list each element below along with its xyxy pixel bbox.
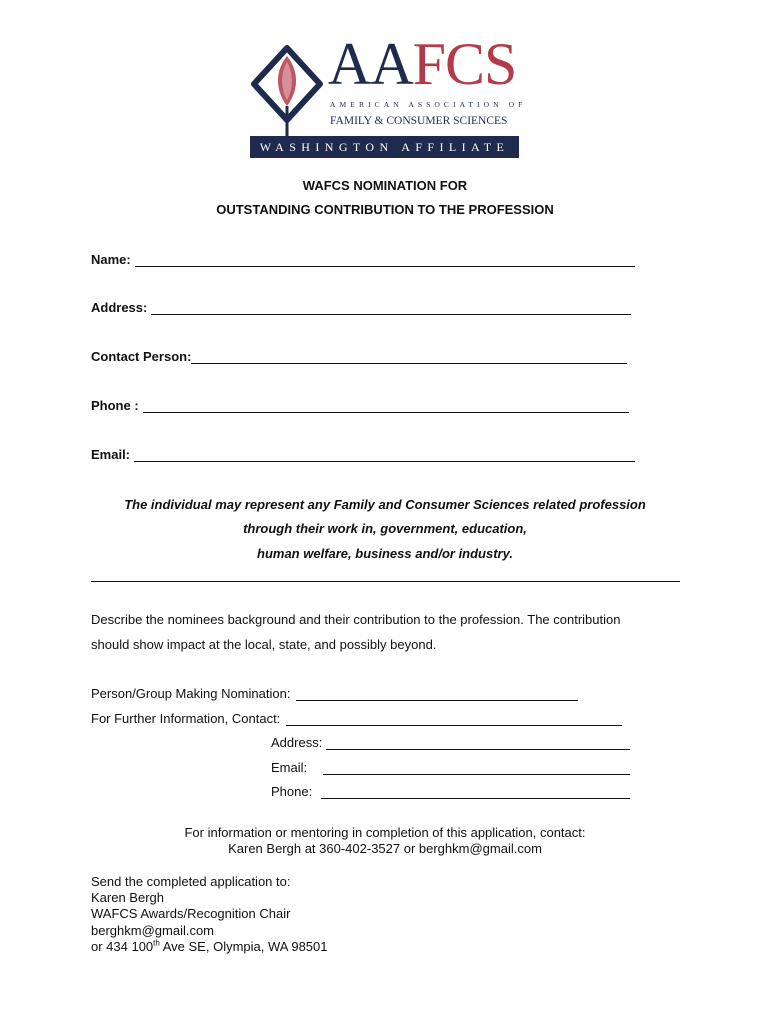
send-instructions (91, 874, 328, 955)
email-line[interactable] (134, 447, 635, 462)
form-title-line1: WAFCS NOMINATION FOR (302, 178, 468, 193)
nominator-address-line[interactable] (326, 735, 630, 750)
email-field[interactable] (91, 447, 635, 462)
info-line1: For information or mentoring in completion of this application, contact: (184, 825, 586, 840)
email-label: Email: (91, 447, 131, 462)
nominator-phone-line[interactable] (321, 784, 630, 799)
further-info-label: For Further Information, Contact: (91, 711, 281, 726)
phone-label: Phone : (91, 398, 139, 413)
name-field[interactable] (91, 252, 635, 267)
statement-line2: through their work in, government, education, (243, 521, 527, 536)
form-title-line2: OUTSTANDING CONTRIBUTION TO THE PROFESSION (216, 202, 554, 217)
address-line[interactable] (151, 300, 631, 315)
flame-emblem-icon (250, 44, 324, 140)
person-group-label: Person/Group Making Nomination: (91, 686, 291, 701)
describe-line2: should show impact at the local, state, and possibly beyond. (91, 637, 437, 652)
logo-subtitle-association: AMERICAN ASSOCIATION OF (330, 100, 527, 109)
phone-line[interactable] (143, 398, 629, 413)
send-line3: WAFCS Awards/Recognition Chair (91, 906, 291, 922)
logo-acronym: AAFCS (328, 31, 517, 97)
send-line1: Send the completed application to: (91, 874, 291, 889)
info-line2: Karen Bergh at 360-402-3527 or berghkm@gmail.com (228, 841, 542, 856)
address-field[interactable] (91, 300, 631, 315)
aafcs-logo (248, 31, 527, 162)
name-line[interactable] (135, 252, 635, 267)
further-info-field[interactable] (91, 711, 622, 726)
nominator-email-field[interactable] (271, 760, 630, 775)
further-info-line[interactable] (286, 711, 622, 726)
nominator-address-field[interactable] (271, 735, 630, 750)
describe-line1: Describe the nominees background and their contribution to the profession. The contribution (91, 612, 621, 627)
logo-subtitle-fcs: FAMILY & CONSUMER SCIENCES (330, 115, 508, 127)
person-group-line[interactable] (296, 686, 578, 701)
person-group-field[interactable] (91, 686, 578, 701)
send-line4: berghkm@gmail.com (91, 922, 215, 938)
nominator-phone-label: Phone: (271, 784, 313, 799)
nominator-email-line[interactable] (323, 760, 630, 775)
logo-band-washington: WASHINGTON AFFILIATE (250, 136, 519, 158)
section-divider (91, 581, 680, 582)
nominator-address-label: Address: (271, 735, 323, 750)
send-line2: Karen Bergh (91, 890, 164, 906)
contact-person-field[interactable] (91, 349, 627, 364)
nominator-phone-field[interactable] (271, 784, 630, 799)
send-line5: or 434 100th Ave SE, Olympia, WA 98501 (91, 938, 328, 954)
name-label: Name: (91, 252, 131, 267)
contact-person-label: Contact Person: (91, 349, 192, 364)
contact-person-line[interactable] (191, 349, 627, 364)
nominator-email-label: Email: (271, 760, 308, 775)
statement-line1: The individual may represent any Family and Consumer Sciences related profession (124, 497, 646, 512)
phone-field[interactable] (91, 398, 629, 413)
address-label: Address: (91, 300, 148, 315)
statement-line3: human welfare, business and/or industry. (257, 546, 513, 561)
